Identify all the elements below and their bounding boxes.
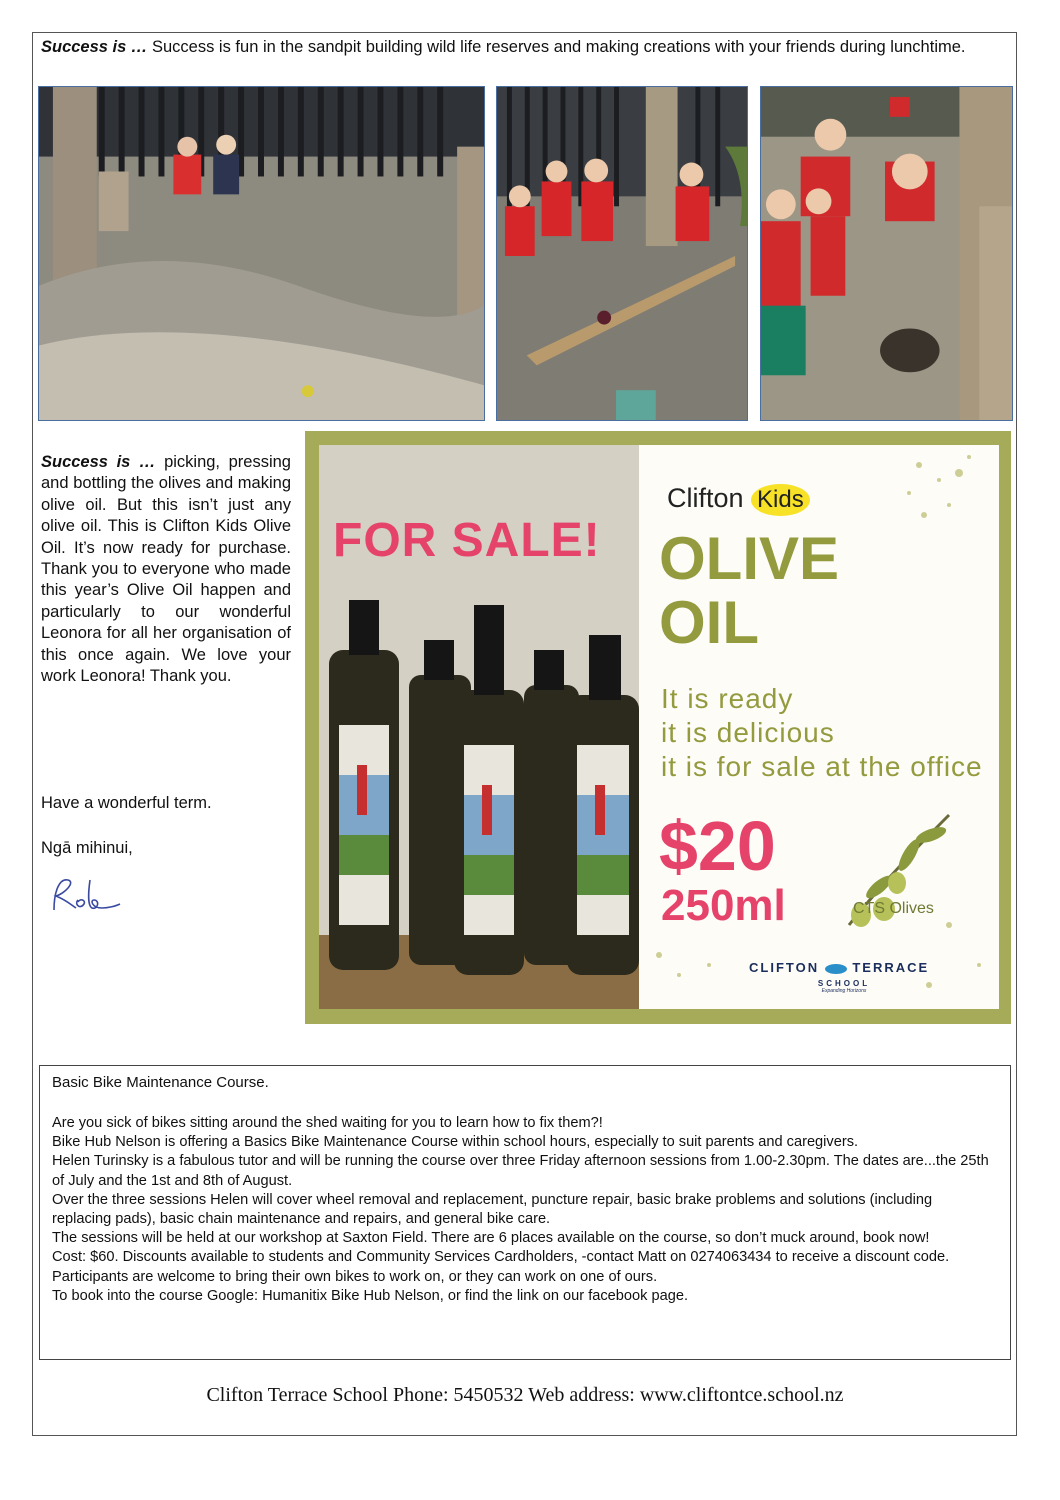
logo-school-word: SCHOOL — [817, 979, 871, 988]
logo-motto: Expanding Horizons — [821, 988, 867, 994]
sandpit-photo-2 — [496, 86, 748, 421]
bike-line: Are you sick of bikes sitting around the shed waiting for you to learn how to fix them?! — [52, 1115, 603, 1131]
sandpit-photo-1 — [38, 86, 485, 421]
bottle-size: 250ml — [661, 881, 786, 930]
bike-line: Over the three sessions Helen will cover wheel removal and replacement, puncture repair, basic brake problems and solutions (including replacing pads), basic chain maintenance and repairs, and general bike care. — [52, 1191, 933, 1228]
brand-word: Clifton — [667, 483, 744, 513]
olive-oil-advert — [305, 431, 1011, 1024]
olive-oil-paragraph — [41, 452, 291, 687]
brand-kids: Kids — [751, 484, 810, 516]
sandpit-paragraph — [41, 37, 1010, 58]
bike-line: Bike Hub Nelson is offering a Basics Bike Maintenance Course within school hours, especially to suit parents and caregivers. — [52, 1134, 859, 1151]
intro-lead: Success is … — [41, 38, 148, 56]
olive-lead: Success is … — [41, 453, 156, 471]
sign-off: Ngā mihinui, — [41, 839, 133, 857]
advert-panel — [319, 445, 999, 1009]
logo-word-1: CLIFTON — [749, 960, 820, 975]
bike-line: The sessions will be held at our workshop at Saxton Field. There are 6 places available on the course, so don’t muck around, book now! — [52, 1230, 930, 1247]
olive-oil-title — [659, 527, 839, 655]
clifton-terrace-school-logo — [749, 960, 939, 994]
bike-notice-title: Basic Bike Maintenance Course. — [52, 1074, 269, 1091]
tagline-for-sale: it is for sale at the office — [661, 751, 983, 782]
title-line-2: OIL — [659, 589, 759, 656]
price: $20 — [659, 807, 776, 885]
title-line-1: OLIVE — [659, 525, 840, 592]
intro-text: Success is fun in the sandpit building wild life reserves and making creations with your friends during lunchtime. — [147, 38, 966, 56]
bike-line: Participants are welcome to bring their own bikes to work on, or they can work on one of ours. — [52, 1268, 658, 1285]
for-sale-heading: FOR SALE! — [333, 514, 601, 567]
cts-olives-label: CTS Olives — [853, 900, 934, 917]
bike-line: To book into the course Google: Humanitix Bike Hub Nelson, or find the link on our facebook page. — [52, 1287, 689, 1304]
logo-word-2: TERRACE — [852, 960, 930, 975]
tagline-ready: It is ready — [661, 683, 794, 714]
sandpit-photo-3 — [760, 86, 1013, 421]
olive-text: picking, pressing and bottling the olives and making olive oil. But this isn’t just any olive oil. This is Clifton Kids Olive Oil. It’s now ready for purchase. Thank you to everyone who made this year’s Olive Oil happen and particularly to our wonderful Leonora for all her organisation of this once again. We love your work Leonora! Thank you. — [41, 453, 291, 686]
clifton-kids-logo — [667, 483, 810, 516]
bike-line: Helen Turinsky is a fabulous tutor and will be running the course over three Friday afternoon sessions from 1.00-2.30pm. The dates are...the 25th of July and the 1st and 8th of August. — [52, 1153, 989, 1189]
closing-line: Have a wonderful term. — [41, 794, 212, 812]
logo-swoosh-icon — [825, 964, 847, 974]
bike-maintenance-notice — [39, 1065, 1011, 1360]
svg-text:Rob: Rob — [46, 870, 48, 871]
signature — [46, 870, 126, 920]
bike-notice-body — [52, 1114, 992, 1306]
school-contact-footer: Clifton Terrace School Phone: 5450532 Web address: www.cliftontce.school.nz — [206, 1384, 844, 1406]
bike-line: Cost: $60. Discounts available to students and Community Services Cardholders, -contact Matt on 0274063434 to receive a discount code. — [52, 1249, 950, 1266]
tagline-delicious: it is delicious — [661, 717, 835, 748]
